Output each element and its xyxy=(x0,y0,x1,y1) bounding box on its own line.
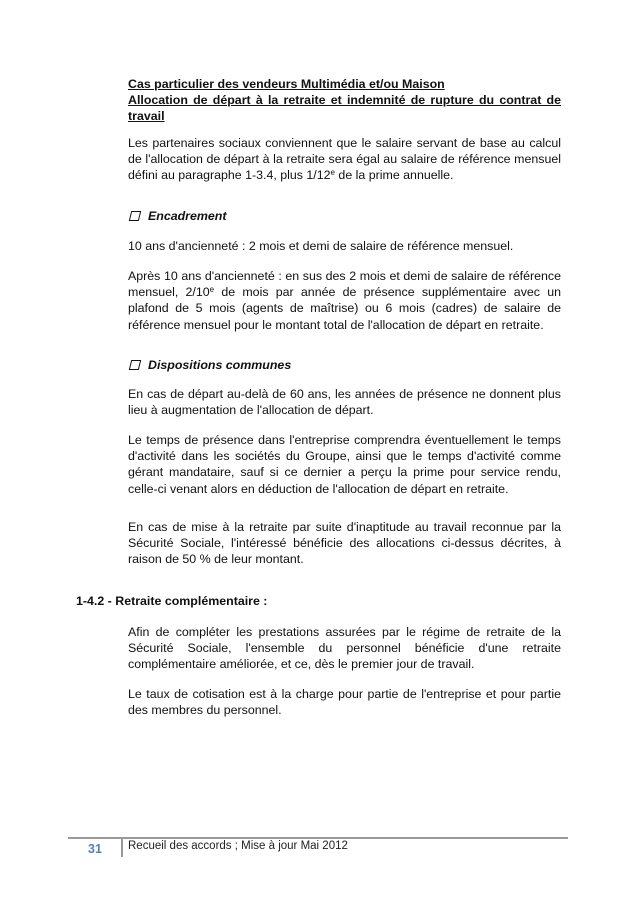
dispositions-subheading xyxy=(128,357,561,373)
encadrement-title: Encadrement xyxy=(148,209,227,223)
page-number: 31 xyxy=(88,842,102,856)
dispositions-paragraph-2: Le temps de présence dans l'entreprise comprendra éventuellement le temps d'activité dans les sociétés du Groupe, ainsi que le temps d'activité comme gérant mandataire, sauf si ce dernier a perçu la prime pour service rendu, celle-ci venant alors en déduction de l'allocation de départ en retraite. xyxy=(128,433,561,496)
section-paragraph-2: Le taux de cotisation est à la charge pour partie de l'entreprise et pour partie des membres du personnel. xyxy=(128,687,561,718)
footer-divider xyxy=(68,837,568,839)
footer-separator xyxy=(121,839,123,857)
section-title: 1-4.2 - Retraite complémentaire : xyxy=(76,594,268,608)
intro-paragraph xyxy=(128,135,561,184)
encadrement-subheading xyxy=(128,208,561,224)
dispositions-title: Dispositions communes xyxy=(148,358,292,372)
intro-superscript: e xyxy=(330,168,335,178)
encadrement-p2-text: Après 10 ans d'ancienneté : en sus des 2 mois et demi de salaire de référence mensuel, 2/10 xyxy=(128,269,561,300)
section-heading xyxy=(128,76,561,125)
heading-line-1: Cas particulier des vendeurs Multimédia et/ou Maison xyxy=(128,77,445,91)
encadrement-paragraph-1: 10 ans d'ancienneté : 2 mois et demi de salaire de référence mensuel. xyxy=(128,239,514,253)
heading-line-2: Allocation de départ à la retraite et indemnité de rupture du contrat de travail xyxy=(128,93,561,124)
checkbox-square-icon xyxy=(129,211,141,221)
intro-text: Les partenaires sociaux conviennent que le salaire servant de base au calcul de l'allocation de départ à la retraite sera égal au salaire de référence mensuel défini au paragraphe 1-3.4, plus 1/12 xyxy=(128,136,561,183)
encadrement-p2-superscript: e xyxy=(209,285,215,295)
encadrement-p2-text-end: de mois par année de présence supplémentaire avec un plafond de 5 mois (agents de maîtrise) ou 6 mois (cadres) de salaire de référence mensuel pour le montant total de l'allocation de départ en retraite. xyxy=(128,285,561,332)
intro-text-end: de la prime annuelle. xyxy=(334,168,454,183)
dispositions-paragraph-3: En cas de mise à la retraite par suite d'inaptitude au travail reconnue par la Sécurité Sociale, l'intéressé bénéficie des allocations ci-dessus décrites, à raison de 50 % de leur montant. xyxy=(128,520,561,567)
encadrement-paragraph-2 xyxy=(128,268,561,333)
checkbox-square-icon xyxy=(129,360,141,370)
footer-text: Recueil des accords ; Mise à jour Mai 2012 xyxy=(128,840,348,852)
dispositions-paragraph-1: En cas de départ au-delà de 60 ans, les années de présence ne donnent plus lieu à augmentation de l'allocation de départ. xyxy=(128,387,561,418)
section-paragraph-1: Afin de compléter les prestations assurées par le régime de retraite de la Sécurité Sociale, l'ensemble du personnel bénéficie d'une retraite complémentaire améliorée, et ce, dès le premier jour de travail. xyxy=(128,625,561,672)
